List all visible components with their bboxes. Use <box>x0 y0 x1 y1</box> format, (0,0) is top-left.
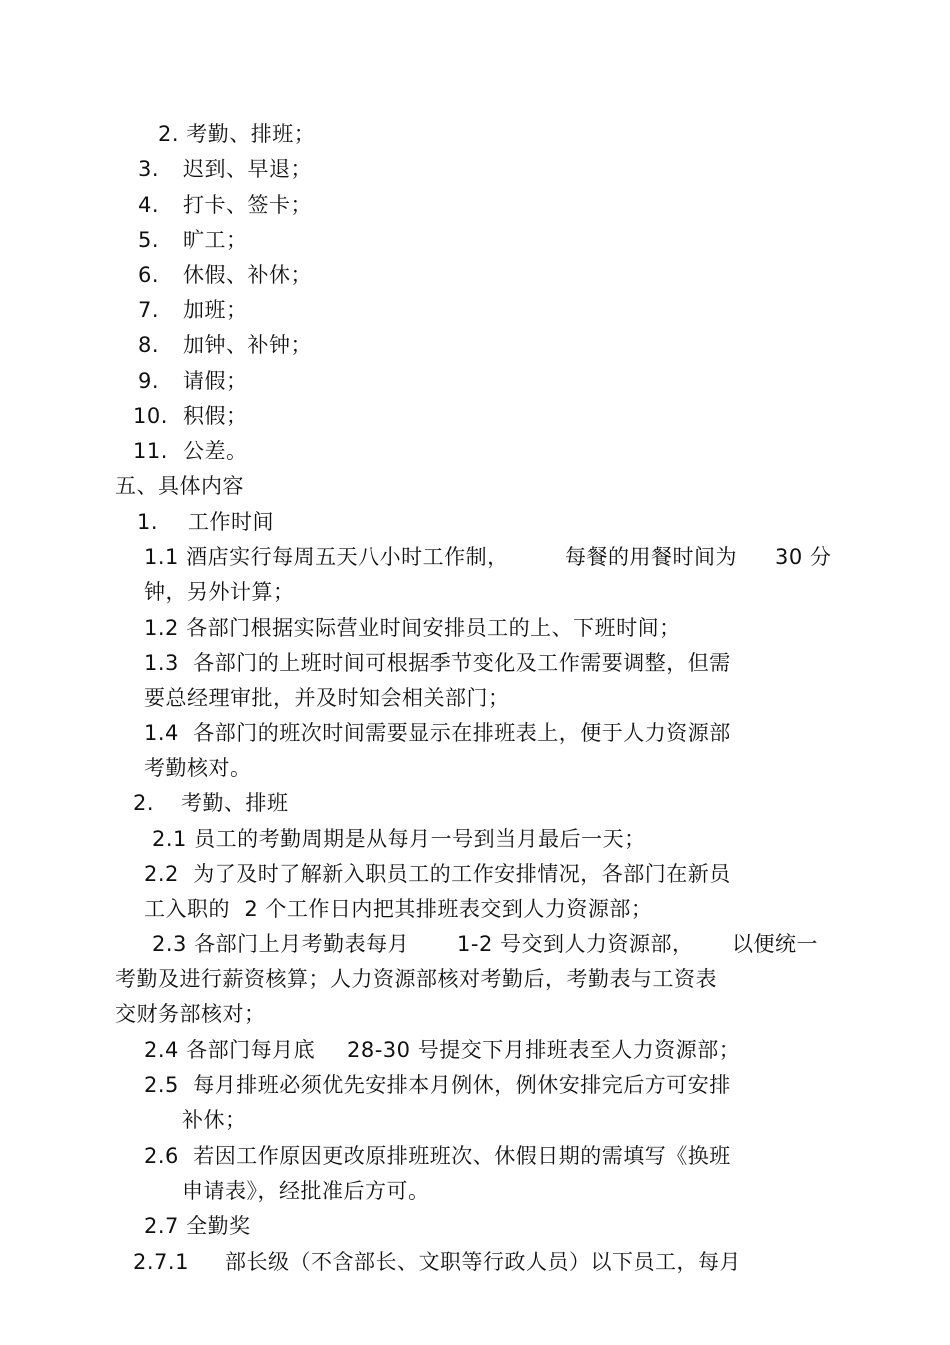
paragraph-line <box>144 1036 741 1064</box>
text: 钟，另外计算； <box>144 580 295 604</box>
paragraph-line <box>144 860 731 888</box>
text: 2.3 各部门上月考勤表每月 <box>152 932 410 956</box>
item-number: 7. <box>138 298 160 322</box>
section-heading <box>115 472 244 500</box>
paragraph-line <box>115 1000 266 1028</box>
text: 2. 考勤、排班； <box>158 122 316 146</box>
item-number: 6. <box>138 263 160 287</box>
item-text: 旷工； <box>183 228 248 252</box>
text: 1.2 各部门根据实际营业时间安排员工的上、下班时间； <box>144 616 681 640</box>
paragraph-line <box>133 1248 741 1276</box>
list-item-10 <box>133 402 248 430</box>
text: 1.4 各部门的班次时间需要显示在排班表上，便于人力资源部 <box>144 721 731 745</box>
paragraph-line <box>152 930 818 958</box>
text: 部长级（不含部长、文职等行政人员）以下员工，每月 <box>225 1250 741 1274</box>
item-number: 5. <box>138 228 160 252</box>
item-number: 10. <box>133 404 168 428</box>
text: 28-30 号提交下月排班表至人力资源部； <box>347 1038 741 1062</box>
paragraph-line <box>144 578 295 606</box>
paragraph-line <box>144 614 681 642</box>
paragraph-line <box>144 1212 251 1240</box>
paragraph-line <box>182 1106 247 1134</box>
item-number: 4. <box>138 193 160 217</box>
text: 2.1 员工的考勤周期是从每月一号到当月最后一天； <box>152 827 646 851</box>
paragraph-line <box>144 1071 731 1099</box>
text: 补休； <box>182 1108 247 1132</box>
paragraph-line <box>144 895 652 923</box>
paragraph-line <box>144 649 731 677</box>
paragraph-line <box>144 543 832 571</box>
item-text: 加钟、补钟； <box>183 333 312 357</box>
item-text: 积假； <box>183 404 248 428</box>
list-item-4 <box>138 191 312 219</box>
item-text: 迟到、早退； <box>183 157 312 181</box>
item-text: 休假、补休； <box>183 263 312 287</box>
list-item-11 <box>133 437 248 465</box>
paragraph-line <box>144 1142 731 1170</box>
heading-text: 五、具体内容 <box>115 474 244 498</box>
item-number: 8. <box>138 333 160 357</box>
item-number: 1. <box>137 510 159 534</box>
paragraph-line <box>152 825 646 853</box>
item-text: 打卡、签卡； <box>183 193 312 217</box>
list-item-9 <box>138 367 248 395</box>
subsection-heading <box>133 789 289 817</box>
item-text: 考勤、排班 <box>181 791 289 815</box>
text: 2.2 为了及时了解新入职员工的工作安排情况，各部门在新员 <box>144 862 731 886</box>
paragraph-line <box>144 684 510 712</box>
text: 2.5 每月排班必须优先安排本月例休，例休安排完后方可安排 <box>144 1073 731 1097</box>
text: 考勤核对。 <box>144 756 252 780</box>
item-text: 公差。 <box>183 439 248 463</box>
item-number: 11. <box>133 439 168 463</box>
paragraph-line <box>144 754 252 782</box>
list-item-8 <box>138 331 312 359</box>
text: 要总经理审批，并及时知会相关部门； <box>144 686 510 710</box>
subsection-heading <box>137 508 274 536</box>
item-text: 加班； <box>183 298 248 322</box>
list-item-6 <box>138 261 312 289</box>
text: 每餐的用餐时间为 <box>565 545 737 569</box>
text: 交财务部核对； <box>115 1002 266 1026</box>
text: 2.6 若因工作原因更改原排班班次、休假日期的需填写《换班 <box>144 1144 731 1168</box>
text: 30 分 <box>775 545 832 569</box>
list-item-2 <box>158 120 315 148</box>
text: 以便统一 <box>732 932 818 956</box>
text: 考勤及进行薪资核算；人力资源部核对考勤后，考勤表与工资表 <box>115 967 717 991</box>
text: 1-2 号交到人力资源部， <box>457 932 694 956</box>
item-number: 3. <box>138 157 160 181</box>
text: 申请表》，经批准后方可。 <box>182 1179 430 1203</box>
item-text: 工作时间 <box>188 510 274 534</box>
list-item-5 <box>138 226 248 254</box>
item-number: 2.7.1 <box>133 1250 189 1274</box>
text: 工入职的 2 个工作日内把其排班表交到人力资源部； <box>144 897 653 921</box>
item-text: 请假； <box>183 369 248 393</box>
text: 1.3 各部门的上班时间可根据季节变化及工作需要调整，但需 <box>144 651 731 675</box>
text: 2.7 全勤奖 <box>144 1214 251 1238</box>
list-item-3 <box>138 155 312 183</box>
paragraph-line <box>115 965 717 993</box>
paragraph-line <box>144 719 731 747</box>
paragraph-line <box>182 1177 430 1205</box>
list-item-7 <box>138 296 248 324</box>
text: 2.4 各部门每月底 <box>144 1038 316 1062</box>
item-number: 9. <box>138 369 160 393</box>
text: 1.1 酒店实行每周五天八小时工作制， <box>144 545 509 569</box>
item-number: 2. <box>133 791 155 815</box>
